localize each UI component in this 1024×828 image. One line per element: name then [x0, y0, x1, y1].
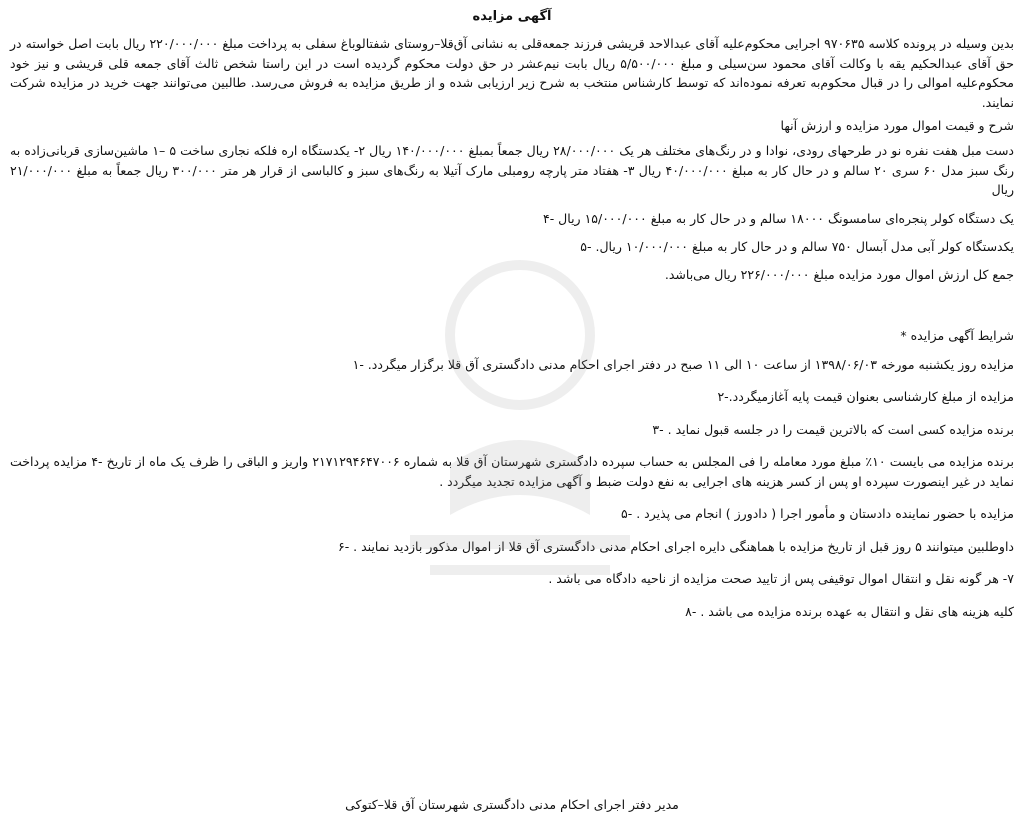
signature-line: مدیر دفتر اجرای احکام مدنی دادگستری شهرستان آق قلا–کتوکی	[345, 797, 679, 812]
condition-item: کلیه هزینه های نقل و انتقال به عهده برنده مزایده می باشد . -۸	[685, 603, 1014, 619]
condition-item: مزایده با حضور نماینده دادستان و مأمور اجرا ( دادورز ) انجام می پذیرد . -۵	[621, 506, 1014, 521]
condition-item: مزایده از مبلغ کارشناسی بعنوان قیمت پایه آغازمیگردد.-۲	[717, 389, 1014, 404]
condition-item: داوطلبین میتوانند ۵ روز قبل از تاریخ مزایده با هماهنگی دایره اجرای احکام مدنی دادگستری آق قلا از اموال مذکور بازدید نمایند . -۶	[337, 538, 1014, 554]
condition-item: برنده مزایده کسی است که بالاترین قیمت را در جلسه قبول نماید . -۳	[652, 421, 1014, 437]
list-item: یکدستگاه کولر آبی مدل آبسال ۷۵۰ سالم و در حال کار به مبلغ ۱۰/۰۰۰/۰۰۰ ریال. -۵	[580, 239, 1014, 254]
total-value: جمع کل ارزش اموال مورد مزایده مبلغ ۲۲۶/۰۰۰/۰۰۰ ریال می‌باشد.	[664, 266, 1014, 282]
notice-intro: بدین وسیله در پرونده کلاسه ۹۷۰۶۳۵ اجرایی محکوم‌علیه آقای عبدالاحد قریشی فرزند جمعه‌قلی به نشانی آق‌قلا–روستای شفتالوباغ سفلی به پرداخت مبلغ ۲۲۰/۰۰۰/۰۰۰ ریال بابت اصل خواسته در حق آقای عبدالحکیم یقه با وکالت آقای محمود سن‌سیلی و مبلغ ۵/۵۰۰/۰۰۰ ریال بابت نیم‌عشر در حق دولت محکوم گردیده است در این راستا شخص ثالث آقای جمعه قلی قریشی و نیز خود محکوم‌علیه اموالی را در قبال محکوم‌به تعرفه نموده‌اند که توسط کارشناس منتخب به شرح زیر ارزیابی شده و از طریق مزایده به فروش می‌رسد. طالبین می‌توانند جهت خرید در مزایده شرکت نمایند.	[10, 36, 1014, 110]
items-section-title: شرح و قیمت اموال مورد مزایده و ارزش آنها	[780, 118, 1014, 133]
list-item: دست مبل هفت نفره نو در طرحهای رودی، نوادا و در رنگ‌های مختلف هر یک ۲۸/۰۰۰/۰۰۰ ریال جمعاً بمبلغ ۱۴۰/۰۰۰/۰۰۰ ریال ۲- یکدستگاه اره فلکه نجاری ساخت ۵ –۱ ماشین‌سازی قربانی‌زاده به رنگ سبز مدل ۶۰ سری ۲۰ سالم و در حال کار به مبلغ ۴۰/۰۰۰/۰۰۰ ریال ۳- هفتاد متر پارچه رومبلی مارک آتیلا به رنگ‌های سبز و کالباسی از قرار هر متر ۳۰۰/۰۰۰ ریال جمعاً به مبلغ ۲۱/۰۰۰/۰۰۰ ریال	[10, 143, 1014, 197]
condition-item: ۷- هر گونه نقل و انتقال اموال توقیفی پس از تایید صحت مزایده از ناحیه دادگاه می باشد .	[548, 571, 1014, 586]
conditions-section-title: شرایط آگهی مزایده *	[900, 327, 1014, 343]
condition-item: مزایده روز یکشنبه مورخه ۱۳۹۸/۰۶/۰۳ از ساعت ۱۰ الی ۱۱ صبح در دفتر اجرای احکام مدنی دادگستری آق قلا برگزار میگردد. -۱	[352, 356, 1014, 372]
list-item: یک دستگاه کولر پنجره‌ای سامسونگ ۱۸۰۰۰ سالم و در حال کار به مبلغ ۱۵/۰۰۰/۰۰۰ ریال -۴	[542, 210, 1014, 226]
notice-title: آگهی مزایده	[472, 9, 552, 24]
condition-item: برنده مزایده می بایست ۱۰٪ مبلغ مورد معامله را فی المجلس به حساب سپرده دادگستری شهرستان آق قلا به شماره ۲۱۷۱۲۹۴۶۴۷۰۰۶ واریز و الباقی را ظرف یک ماه از تاریخ -۴ مزایده پرداخت نماید در غیر اینصورت سپرده او پس از کسر هزینه های اجرایی به نفع دولت ضبط و آگهی مزایده تجدید میگردد .	[10, 454, 1014, 489]
